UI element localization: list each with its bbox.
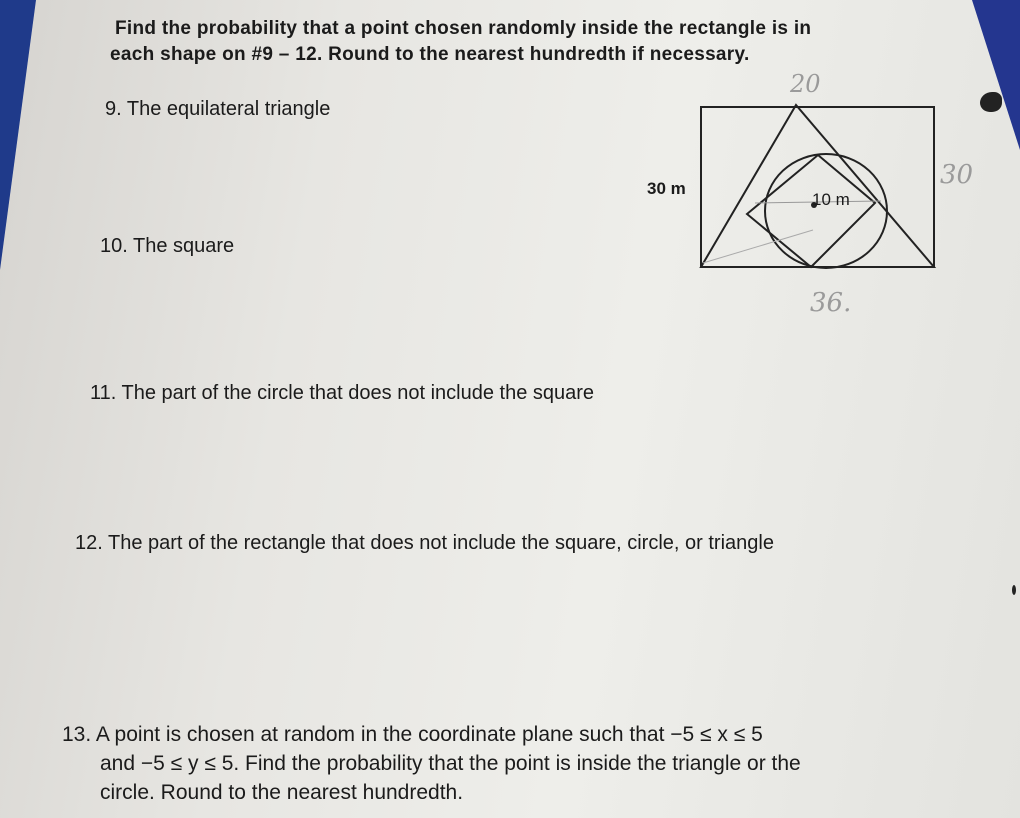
instructions-line-1: Find the probability that a point chosen randomly inside the rectangle is in xyxy=(115,18,812,39)
instructions-line-2: each shape on #9 – 12. Round to the nearest hundredth if necessary. xyxy=(110,44,750,65)
question-9: 9. The equilateral triangle xyxy=(105,98,331,120)
question-10: 10. The square xyxy=(100,235,235,257)
pencil-note-30: 30 xyxy=(940,160,974,190)
edge-mark xyxy=(1012,585,1016,595)
question-13 xyxy=(62,720,982,807)
question-13-line-3: circle. Round to the nearest hundredth. xyxy=(100,781,464,804)
question-12: 12. The part of the rectangle that does not include the square, circle, or triangle xyxy=(75,532,774,554)
equilateral-triangle xyxy=(701,105,934,267)
height-label: 30 m xyxy=(647,179,686,198)
hole-punch-mark xyxy=(980,92,1002,112)
pencil-note-36: 36. xyxy=(810,288,852,318)
side-label: 10 m xyxy=(812,190,850,209)
question-13-line-2: and −5 ≤ y ≤ 5. Find the probability that the point is inside the triangle or the xyxy=(100,752,801,775)
inscribed-square xyxy=(747,155,875,267)
pencil-note-20: 20 xyxy=(790,70,821,98)
question-13-line-1: 13. A point is chosen at random in the coordinate plane such that −5 ≤ x ≤ 5 xyxy=(62,723,763,746)
geometry-figure xyxy=(695,85,940,275)
question-11: 11. The part of the circle that does not include the square xyxy=(90,382,595,404)
